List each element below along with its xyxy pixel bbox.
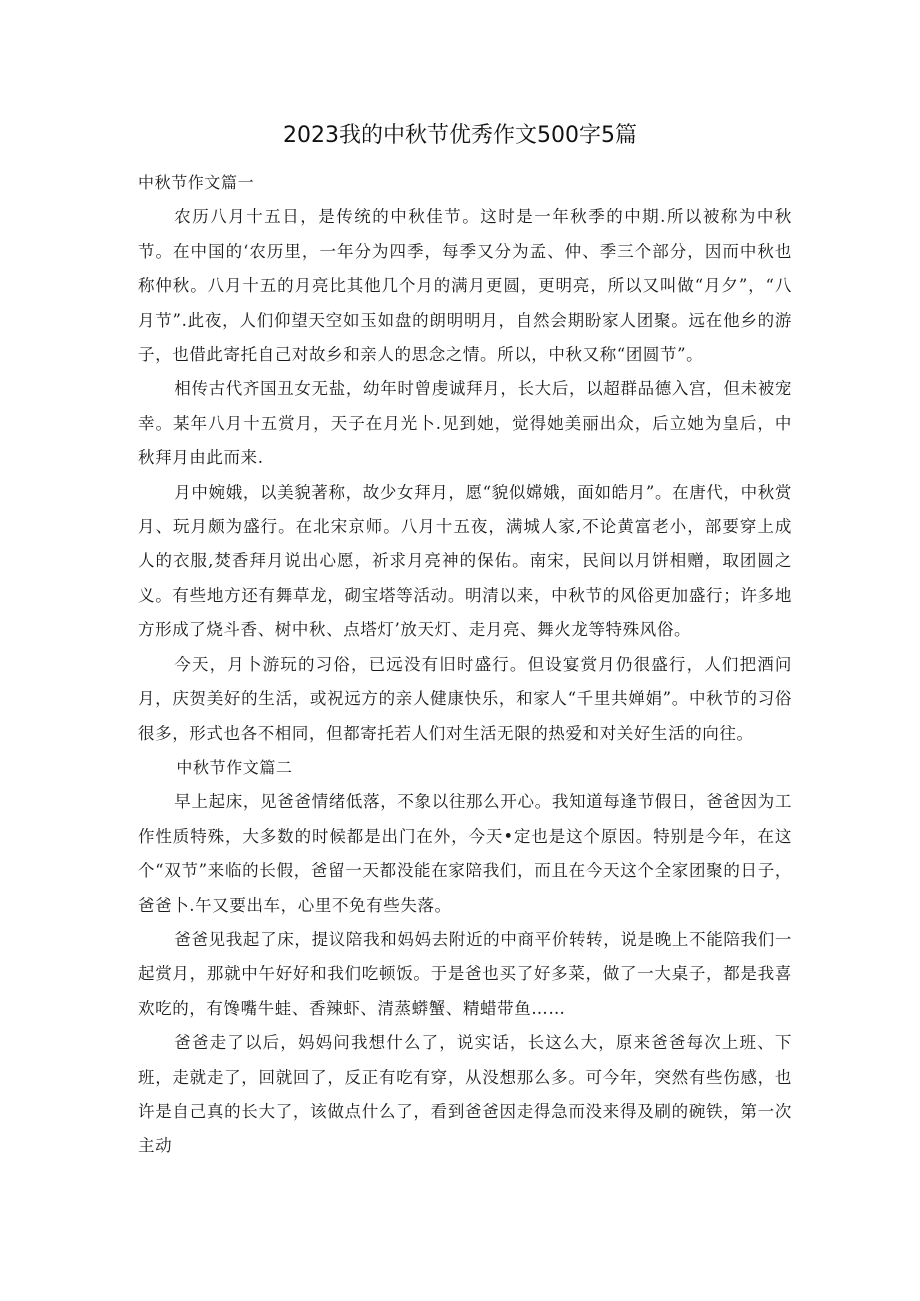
section-heading-1: 中秋节作文篇一 [138, 173, 255, 192]
paragraph: 爸爸见我起了床，提议陪我和妈妈去附近的中商平价转转，说是晚上不能陪我们一起赏月，那就中午好好和我们吃顿饭。于是爸也买了好多菜，做了一大桌子，都是我喜欢吃的，有馋嘴牛蛙、香辣虾、清蒸蟒蟹、精蜡带鱼…… [138, 929, 792, 1018]
paragraph: 农历八月十五日，是传统的中秋佳节。这时是一年秋季的中期.所以被称为中秋节。在中国的‘农历里，一年分为四季，每季又分为孟、仲、季三个部分，因而中秋也称仲秋。八月十五的月亮比其他几个月的满月更圆，更明亮，所以又叫做“月夕”，“八月节”.此夜，人们仰望天空如玉如盘的朗明明月，自然会期盼家人团聚。远在他乡的游子，也借此寄托自己对故乡和亲人的思念之情。所以，中秋又称“团圆节”。 [138, 207, 792, 365]
document-title: 2023我的中秋节优秀作文500字5篇 [283, 123, 637, 148]
paragraph: 爸爸走了以后，妈妈问我想什么了，说实话，长这么大，原来爸爸每次上班、下班，走就走了，回就回了，反正有吃有穿，从没想那么多。可今年，突然有些伤感，也许是自己真的长大了，该做点什么了，看到爸爸因走得急而没来得及刷的碗铁，第一次主动 [138, 1033, 792, 1156]
paragraph: 月中婉娥，以美貌著称，故少女拜月，愿“貌似嫦娥，面如皓月”。在唐代，中秋赏月、玩月颇为盛行。在北宋京师。八月十五夜，满城人家,不论黄富老小，部要穿上成人的衣服,焚香拜月说出心愿，祈求月亮神的保佑。南宋，民间以月饼相赠，取团圆之义。有些地方还有舞草龙，砌宝塔等活动。明清以来，中秋节的风俗更加盛行；许多地方形成了烧斗香、树中秋、点塔灯’放天灯、走月亮、舞火龙等特殊风俗。 [138, 482, 792, 640]
paragraph: 今天，月卜游玩的习俗，已远没有旧时盛行。但设宴赏月仍很盛行，人们把酒问月，庆贺美好的生活，或祝远方的亲人健康快乐，和家人“千里共婵娟”。中秋节的习俗很多，形式也各不相同，但都寄托若人们对生活无限的热爱和对关好生活的向往。 [138, 654, 792, 743]
paragraph: 相传古代齐国丑女无盐，幼年时曾虔诚拜月，长大后，以超群品德入宫，但未被宠幸。某年八月十五赏月，天子在月光卜.见到她，觉得她美丽出众，后立她为皇后，中秋拜月由此而来. [138, 379, 792, 468]
section-heading-2: 中秋节作文篇二 [176, 757, 293, 777]
document-body [138, 166, 792, 1164]
paragraph: 早上起床，见爸爸情绪低落，不象以往那么开心。我知道每逢节假日，爸爸因为工作性质特殊，大多数的时候都是出门在外，今天•定也是这个原因。特别是今年，在这个“双节”来临的长假，爸留一天都没能在家陪我们，而且在今天这个全家团聚的日子，爸爸卜.午又要出车，心里不免有些失落。 [138, 792, 792, 915]
